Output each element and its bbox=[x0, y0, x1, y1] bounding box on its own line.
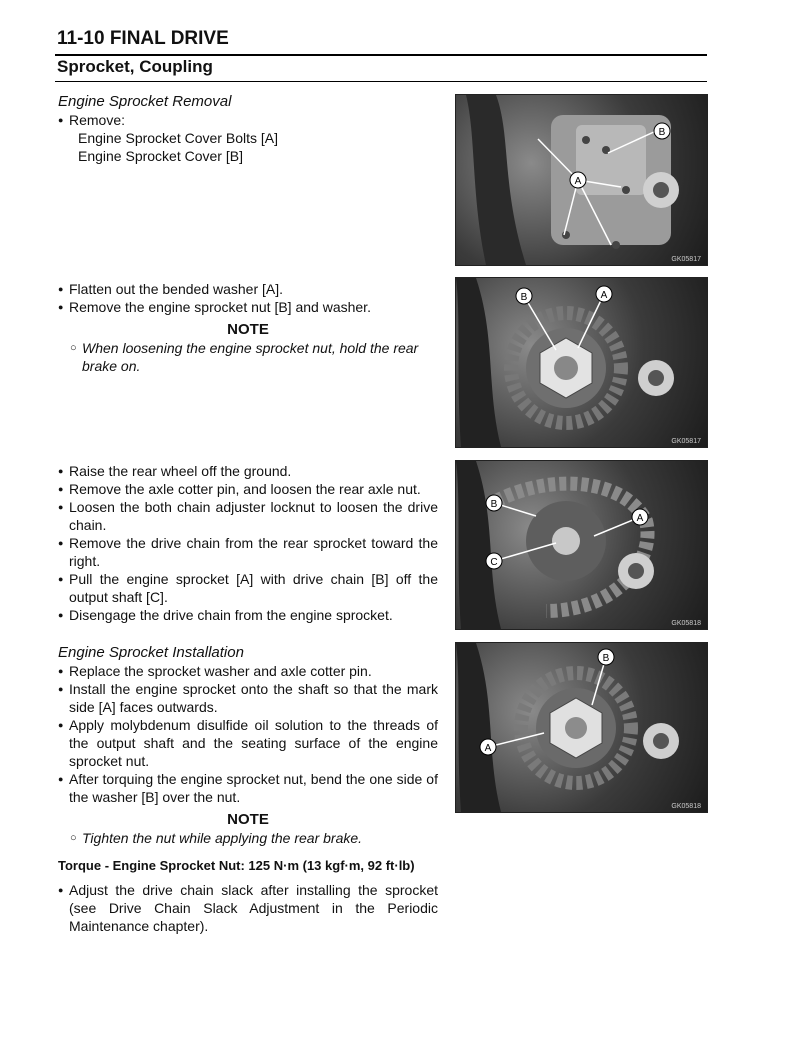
callout-label: A bbox=[574, 176, 582, 187]
installation-title: Engine Sprocket Installation bbox=[58, 644, 244, 661]
section-title: 11-10 FINAL DRIVE bbox=[57, 28, 229, 49]
step: ● Install the engine sprocket onto the shaft so that the mark side [A] faces outwards. bbox=[58, 680, 438, 716]
figure-id: GK05817 bbox=[671, 256, 701, 263]
callout-label: A bbox=[636, 513, 644, 524]
callout-label: A bbox=[600, 290, 608, 301]
callout-label: B bbox=[490, 499, 498, 510]
callout-label: A bbox=[484, 743, 492, 754]
step: ● After torquing the engine sprocket nut, bend the one side of the washer [B] over the nut. bbox=[58, 770, 438, 806]
figure-sprocket-installed bbox=[455, 642, 708, 813]
removal-title: Engine Sprocket Removal bbox=[58, 93, 232, 110]
note-heading: NOTE bbox=[227, 321, 269, 338]
installation-block bbox=[58, 643, 438, 935]
remove-label: ● Remove: bbox=[58, 111, 438, 129]
callout-label: B bbox=[658, 127, 666, 138]
remove-item: Engine Sprocket Cover [B] bbox=[78, 148, 243, 164]
step: ● Flatten out the bended washer [A]. bbox=[58, 280, 438, 298]
note-heading: NOTE bbox=[227, 811, 269, 828]
figure-id: GK05818 bbox=[671, 620, 701, 627]
figure-id: GK05817 bbox=[671, 438, 701, 445]
step: ● Remove the engine sprocket nut [B] and washer. bbox=[58, 298, 438, 316]
step: ● Pull the engine sprocket [A] with drive chain [B] off the output shaft [C]. bbox=[58, 570, 438, 606]
subsection-title: Sprocket, Coupling bbox=[57, 57, 213, 76]
step: ● Apply molybdenum disulfide oil solution to the threads of the output shaft and the seating surface of the engine sprocket nut. bbox=[58, 716, 438, 770]
step: ● Remove the drive chain from the rear sprocket toward the right. bbox=[58, 534, 438, 570]
removal-block-2 bbox=[58, 280, 438, 375]
step: ● Replace the sprocket washer and axle cotter pin. bbox=[58, 662, 438, 680]
figure-sprocket-chain bbox=[455, 460, 708, 630]
step: ● Disengage the drive chain from the engine sprocket. bbox=[58, 606, 438, 624]
subheader-rule bbox=[55, 81, 707, 82]
step: ● Adjust the drive chain slack after installing the sprocket (see Drive Chain Slack Adjustment in the Periodic Maintenance chapter). bbox=[58, 881, 438, 935]
figure-sprocket-cover bbox=[455, 94, 708, 266]
callout-label: C bbox=[490, 557, 498, 568]
chain-photo-illustration bbox=[456, 461, 707, 629]
note-text: ○ Tighten the nut while applying the rear brake. bbox=[58, 829, 438, 847]
cover-photo-illustration bbox=[456, 95, 707, 265]
step: ● Remove the axle cotter pin, and loosen the rear axle nut. bbox=[58, 480, 438, 498]
torque-spec: Torque - Engine Sprocket Nut: 125 N·m (13 kgf·m, 92 ft·lb) bbox=[58, 858, 415, 873]
removal-block-3 bbox=[58, 462, 438, 624]
removal-block-1 bbox=[58, 92, 438, 165]
header-rule bbox=[55, 54, 707, 56]
figure-id: GK05818 bbox=[671, 803, 701, 810]
note-text: ○ When loosening the engine sprocket nut, hold the rear brake on. bbox=[58, 339, 438, 375]
remove-item: Engine Sprocket Cover Bolts [A] bbox=[78, 130, 278, 146]
callout-label: B bbox=[602, 653, 610, 664]
callout-label: B bbox=[520, 292, 528, 303]
step: ● Raise the rear wheel off the ground. bbox=[58, 462, 438, 480]
figure-sprocket-nut bbox=[455, 277, 708, 448]
installed-photo-illustration bbox=[456, 643, 707, 812]
step: ● Loosen the both chain adjuster locknut to loosen the drive chain. bbox=[58, 498, 438, 534]
nut-photo-illustration bbox=[456, 278, 707, 447]
